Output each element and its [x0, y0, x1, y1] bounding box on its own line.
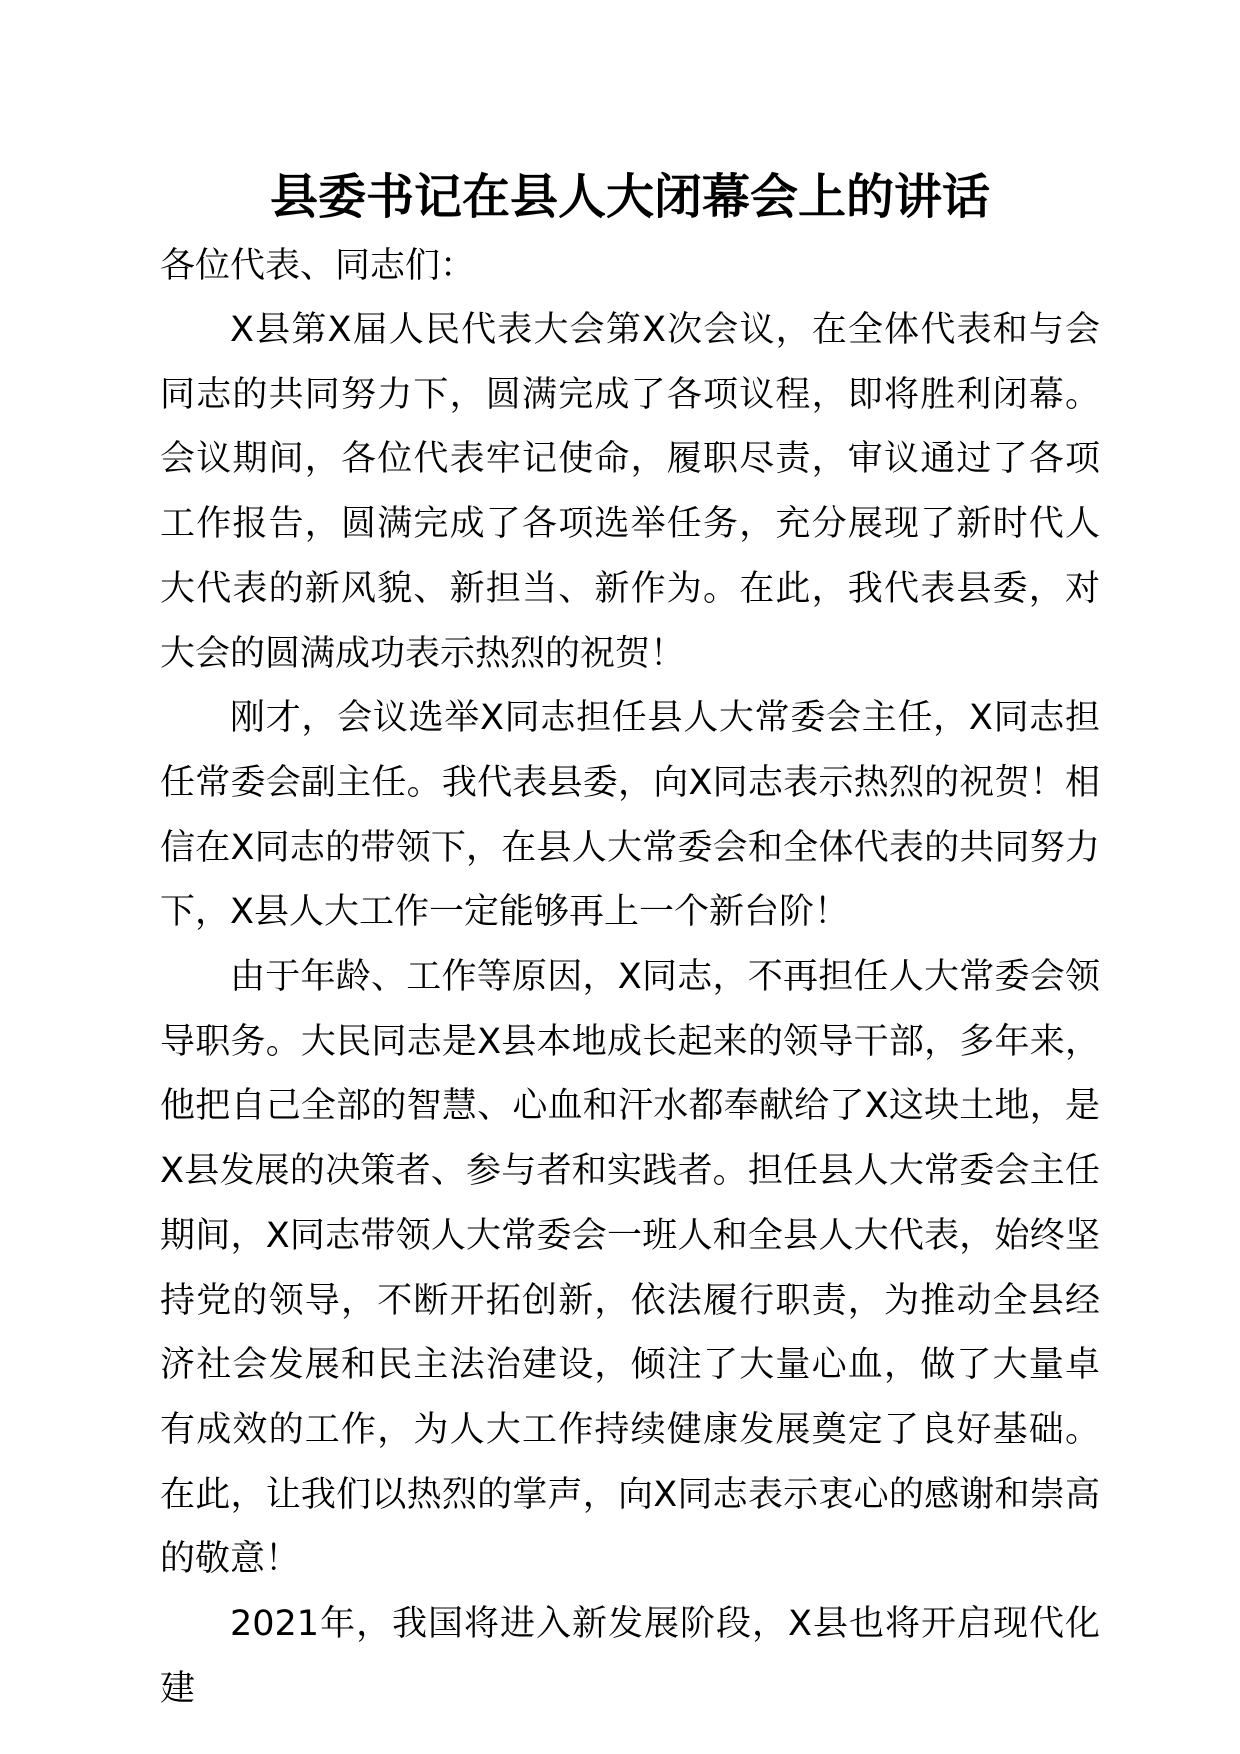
document-page: [160, 160, 1100, 1721]
paragraph-4: 2021年，我国将进入新发展阶段，X县也将开启现代化建: [160, 1604, 1100, 1709]
paragraph-1: X县第X届人民代表大会第X次会议，在全体代表和与会同志的共同努力下，圆满完成了各项议程，即将胜利闭幕。会议期间，各位代表牢记使命，履职尽责，审议通过了各项工作报告，圆满完成了各项选举任务，充分展现了新时代人大代表的新风貌、新担当、新作为。在此，我代表县委，对大会的圆满成功表示热烈的祝贺！: [160, 310, 1100, 674]
document-title: 县委书记在县人大闭幕会上的讲话: [269, 169, 990, 225]
paragraph-3: 由于年龄、工作等原因，X同志，不再担任人大常委会领导职务。大民同志是X县本地成长起来的领导干部，多年来，他把自己全部的智慧、心血和汗水都奉献给了X这块土地，是X县发展的决策者、参与者和实践者。担任县人大常委会主任期间，X同志带领人大常委会一班人和全县人大代表，始终坚持党的领导，不断开拓创新，依法履行职责，为推动全县经济社会发展和民主法治建设，倾注了大量心血，做了大量卓有成效的工作，为人大工作持续健康发展奠定了良好基础。在此，让我们以热烈的掌声，向X同志表示衷心的感谢和崇高的敬意！: [160, 957, 1100, 1580]
salutation: 各位代表、同志们：: [160, 246, 476, 286]
paragraph-2: 刚才，会议选举X同志担任县人大常委会主任，X同志担任常委会副主任。我代表县委，向X同志表示热烈的祝贺！相信在X同志的带领下，在县人大常委会和全体代表的共同努力下，X县人大工作一定能够再上一个新台阶！: [160, 698, 1100, 933]
